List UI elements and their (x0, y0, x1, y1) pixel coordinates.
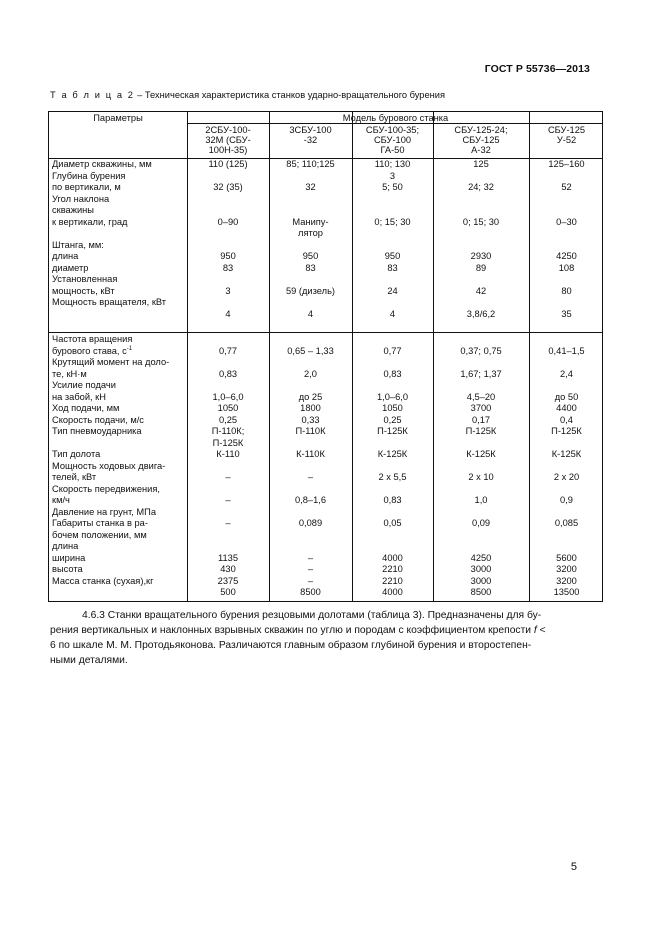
table-cell (529, 507, 604, 519)
table-cell (433, 380, 529, 392)
table-cell: 0; 15; 30 (374, 216, 411, 227)
table-cell: 83 (387, 262, 398, 273)
table-cell: 2 х 5,5 (378, 472, 407, 482)
table-cell: до 50 (554, 391, 579, 402)
unit-exponent: -1 (126, 345, 133, 352)
table-cell: – (307, 564, 314, 574)
table-cell (433, 205, 529, 217)
table-cell: 4 (307, 308, 314, 319)
table-cell (352, 530, 433, 542)
table-cell: мощность, кВт (52, 285, 115, 296)
table-cell: Усилие подачи (52, 380, 116, 390)
table-cell (269, 334, 352, 346)
table-cell: 0,77 (383, 345, 402, 356)
table-cell: Установленная (52, 274, 118, 284)
table-cell: 2 х 10 (468, 472, 494, 482)
table-cell (52, 438, 169, 450)
table-cell (269, 380, 352, 392)
table-cell: 5600 (556, 552, 577, 563)
table-cell: 4400 (556, 403, 577, 413)
table-cell (433, 297, 529, 309)
table-cell (529, 297, 604, 309)
table-cell: 0,83 (383, 368, 402, 379)
table-cell (187, 240, 269, 252)
table-cell (187, 228, 269, 240)
table-cell: 4,5–20 (466, 391, 496, 402)
table-cell (187, 320, 269, 332)
table-cell (352, 194, 433, 206)
table-cell: по вертикали, м (52, 182, 121, 192)
table-cell (187, 274, 269, 286)
table-cell (433, 171, 529, 183)
section2-col-5 (529, 334, 604, 599)
table-cell: 1050 (382, 403, 403, 413)
table-cell (352, 228, 433, 240)
table-cell (433, 320, 529, 332)
table-cell: диаметр (52, 262, 89, 273)
table-cell (433, 507, 529, 519)
table-cell: 3700 (470, 403, 492, 413)
table-cell (529, 461, 604, 473)
table-cell (529, 530, 604, 542)
table-cell (529, 334, 604, 346)
table-cell (269, 194, 352, 206)
table-cell (187, 461, 269, 473)
table-cell (352, 541, 433, 553)
table-cell (529, 228, 604, 240)
table-cell: 0,33 (301, 414, 320, 425)
table-cell: 1135 (218, 552, 238, 563)
table-cell (433, 541, 529, 553)
table-cell: Мощность ходовых двига- (52, 460, 166, 471)
table-cell: Мощность вращателя, кВт (52, 297, 167, 307)
table-cell: 35 (561, 308, 572, 319)
table-cell: П-110К; (211, 426, 245, 436)
table-cell: 0,4 (560, 414, 573, 425)
table-cell (352, 507, 433, 519)
table-caption-text: – Техническая характеристика станков ударно-вращательного бурения (134, 90, 446, 100)
table-cell: 500 (220, 587, 236, 597)
table-cell: 2930 (470, 251, 492, 261)
table-cell (529, 484, 604, 496)
table-cell: 430 (220, 564, 236, 574)
table-cell: Масса станка (сухая),кг (52, 575, 154, 586)
table-cell: 80 (561, 285, 572, 296)
table-cell (187, 194, 269, 206)
table-cell: те, кН·м (52, 368, 87, 379)
table-cell: 3200 (556, 575, 577, 586)
table-cell (269, 357, 352, 369)
table-cell: 0,17 (471, 414, 491, 425)
table-cell: Скорость подачи, м/с (52, 414, 144, 425)
table-cell: К-125К (466, 449, 496, 459)
table-cell: – (225, 495, 231, 505)
table-cell: 2375 (217, 575, 239, 586)
table-cell: 0,65 – 1,33 (287, 345, 334, 356)
section1-col-4 (433, 159, 529, 343)
table-cell (529, 380, 604, 392)
table-cell: – (225, 518, 231, 528)
table-cell: 0,37; 0,75 (460, 345, 502, 356)
table-cell (269, 320, 352, 332)
table-cell: 0,089 (298, 518, 323, 528)
table-cell (529, 240, 604, 252)
table-cell: 0,25 (218, 414, 238, 425)
table-cell: Манипу- (292, 216, 329, 227)
table-cell: П-110К (295, 426, 326, 436)
table-cell: 83 (222, 262, 234, 273)
table-cell: 24 (387, 285, 398, 296)
table-cell (433, 240, 529, 252)
table-cell: П-125К (465, 426, 497, 436)
table-cell: длина (52, 251, 79, 261)
page-number: 5 (570, 861, 577, 873)
table-cell: П-125К (377, 426, 408, 436)
table-cell: 3,8/6,2 (466, 308, 496, 319)
table-cell (352, 240, 433, 252)
table-cell: 1,0 (474, 495, 488, 505)
table-cell: 108 (558, 262, 575, 273)
table-cell: бочем положении, мм (52, 529, 147, 540)
table-cell: К-125К (551, 449, 582, 459)
table-cell: Тип долота (52, 449, 101, 459)
table-cell: Тип пневмоударника (52, 426, 142, 436)
table-cell: 2 х 20 (553, 472, 580, 482)
section1-col-2 (269, 159, 352, 343)
table-cell: 0,77 (218, 345, 238, 356)
table-cell: 110 (125) (208, 159, 248, 169)
table-cell: 4000 (382, 587, 403, 597)
table-cell: 13500 (553, 587, 580, 597)
table-cell (529, 171, 604, 183)
table-cell: 2,4 (560, 368, 573, 379)
table-cell (187, 357, 269, 369)
table-cell: бурового става, $с^{-1}$ (52, 345, 133, 356)
paragraph-line-1: 4.6.3 Станки вращательного бурения резцовыми долотами (таблица 3). Предназначены для бу- (82, 610, 542, 621)
table-cell: 950 (384, 251, 401, 261)
table-cell (352, 438, 433, 450)
table-cell: 3200 (556, 564, 577, 574)
table-cell: 0,8–1,6 (294, 495, 327, 505)
table-cell: 0,085 (554, 518, 579, 528)
table-cell (269, 205, 352, 217)
f-symbol: f (533, 625, 537, 636)
table-cell: 1800 (300, 403, 321, 413)
table-cell: лятор (298, 228, 323, 238)
model-header-5: СБУ-125 У-52 (547, 125, 586, 145)
param-header: Параметры (93, 113, 143, 123)
model-header-1: 2СБУ-100- 32М (СБУ- 100Н-35) (205, 125, 251, 155)
table-cell (352, 320, 433, 332)
spec-table (48, 111, 603, 602)
table-cell (52, 587, 169, 599)
table-cell (187, 297, 269, 309)
table-cell (187, 507, 269, 519)
table-cell: Глубина бурения (52, 170, 126, 181)
table-cell: 4 (389, 308, 396, 319)
table-cell: 4000 (382, 552, 403, 563)
table-cell: 83 (305, 262, 316, 273)
table-cell (352, 484, 433, 496)
table-cell: 950 (302, 251, 319, 261)
table-cell (269, 484, 352, 496)
table-cell (529, 274, 604, 286)
section1-params (52, 159, 166, 343)
table-cell: 950 (220, 251, 236, 261)
table-cell: 4 (225, 308, 231, 319)
paragraph-line-2: рения вертикальных и наклонных взрывных скважин по углю и породам с коэффициентом крепости f < (50, 625, 546, 636)
table-cell (187, 171, 269, 183)
table-cell (529, 438, 604, 450)
table-cell: км/ч (52, 495, 70, 505)
table-cell (529, 541, 604, 553)
paragraph-line-4: ными деталями. (50, 655, 128, 666)
table-cell (269, 274, 352, 286)
table-cell: 59 (дизель) (285, 285, 336, 296)
table-cell: К-110 (216, 449, 240, 459)
table-cell (269, 541, 352, 553)
table-cell: 0,05 (383, 518, 402, 528)
table-cell (187, 484, 269, 496)
table-cell (433, 334, 529, 346)
table-cell: 1,0–6,0 (376, 391, 409, 402)
table-cell (433, 228, 529, 240)
section2-col-2 (269, 334, 352, 599)
table-cell: Крутящий момент на доло- (52, 357, 170, 367)
table-cell: 0; 15; 30 (462, 216, 500, 227)
table-cell: 32 (305, 182, 316, 192)
table-cell (433, 484, 529, 496)
table-cell (52, 320, 166, 332)
table-cell: Габариты станка в ра- (52, 518, 148, 528)
table-cell: 125 (473, 159, 489, 169)
table-cell: 85; 110;125 (286, 159, 335, 169)
table-cell: Скорость передвижения, (52, 483, 160, 494)
table-cell: – (307, 472, 314, 482)
table-cell: ширина (52, 552, 86, 563)
table-cell (187, 541, 269, 553)
table-cell: – (225, 472, 231, 482)
table-cell: 52 (561, 182, 572, 192)
table-cell (352, 274, 433, 286)
table-cell: 0,9 (560, 495, 573, 505)
table-cell: 3 (225, 285, 231, 296)
model-header-3: СБУ-100-35; СБУ-100 ГА-50 (365, 125, 420, 155)
table-caption-label: Т а б л и ц а 2 (50, 90, 135, 100)
table-cell: 0,09 (471, 518, 491, 528)
table-cell: Давление на грунт, МПа (52, 506, 156, 517)
model-header-4: СБУ-125-24; СБУ-125 А-32 (454, 125, 508, 155)
table-cell (352, 461, 433, 473)
table-cell (269, 240, 352, 252)
section1-col-5 (529, 159, 604, 343)
table-cell (187, 530, 269, 542)
paragraph-line-3: 6 по шкале М. М. Протодьяконова. Различаются главным образом глубиной бурения и второстепен- (50, 640, 532, 651)
table-cell (269, 507, 352, 519)
table-cell (529, 205, 604, 217)
table-cell: К-110К (296, 449, 325, 459)
section2-params (52, 334, 169, 599)
table-cell: 8500 (470, 587, 492, 597)
table-cell: к вертикали, град (52, 216, 128, 227)
table-cell (433, 357, 529, 369)
table-cell (187, 380, 269, 392)
table-cell: 42 (475, 285, 487, 296)
table-cell: Штанга, мм: (52, 239, 104, 250)
table-cell: скважины (52, 205, 94, 215)
table-cell: К-125К (377, 449, 408, 459)
table-cell: 89 (475, 262, 487, 273)
section2-col-1 (187, 334, 269, 599)
table-cell: – (307, 552, 314, 563)
table-cell (52, 228, 166, 240)
table-cell: 32 (35) (213, 182, 243, 192)
gost-header: ГОСТ Р 55736—2013 (484, 63, 590, 75)
table-cell (52, 309, 166, 321)
table-cell (187, 205, 269, 217)
table-cell (433, 461, 529, 473)
model-group-header: Модель бурового станка (342, 113, 449, 123)
section1-col-3 (352, 159, 433, 343)
table-cell: 4250 (470, 552, 492, 563)
table-cell: 0,83 (218, 368, 238, 379)
table-cell: 3000 (470, 564, 492, 574)
table-cell: Частота вращения (52, 334, 133, 344)
table-cell (433, 194, 529, 206)
table-cell (433, 438, 529, 450)
table-cell: Ход подачи, мм (52, 403, 120, 413)
table-cell (187, 334, 269, 346)
table-cell (529, 357, 604, 369)
table-cell: 0,25 (383, 414, 402, 425)
table-cell: 24; 32 (468, 182, 494, 192)
table-cell (352, 297, 433, 309)
table-cell: 0–30 (556, 216, 577, 227)
table-cell: телей, кВт (52, 472, 97, 482)
section2-col-4 (433, 334, 529, 599)
table-cell: Угол наклона (52, 193, 110, 204)
table-cell: 0,83 (383, 495, 402, 505)
section1-col-1 (187, 159, 269, 343)
table-cell (433, 530, 529, 542)
table-cell (269, 171, 352, 183)
table-cell (269, 297, 352, 309)
table-cell: 0,41–1,5 (548, 345, 585, 356)
table-cell (269, 461, 352, 473)
table-cell: длина (52, 541, 79, 551)
table-cell: на забой, кН (52, 391, 106, 402)
table-cell: 1050 (217, 403, 239, 413)
section2-col-3 (352, 334, 433, 599)
table-cell: 1,67; 1,37 (460, 368, 502, 379)
table-cell (352, 357, 433, 369)
table-cell: 2210 (382, 564, 403, 574)
table-cell: 3000 (470, 575, 492, 586)
table-cell (352, 380, 433, 392)
table-cell: 3 (389, 170, 396, 181)
table-cell: П-125К (551, 426, 582, 436)
table-cell: П-125К (212, 437, 244, 448)
table-cell (269, 438, 352, 450)
table-cell (352, 334, 433, 346)
table-cell: 1,0–6,0 (212, 391, 244, 402)
table-cell: 0–90 (217, 216, 239, 227)
table-cell: 110; 130 (374, 159, 411, 169)
table-cell (352, 205, 433, 217)
table-cell (529, 320, 604, 332)
table-cell (433, 274, 529, 286)
table-caption (50, 90, 445, 100)
table-cell: 8500 (300, 587, 321, 597)
table-cell: высота (52, 564, 83, 574)
table-cell: 5; 50 (382, 182, 403, 192)
table-cell (269, 530, 352, 542)
table-cell: – (307, 575, 314, 586)
body-paragraph (50, 608, 603, 668)
table-cell (529, 194, 604, 206)
table-cell: 2210 (382, 575, 403, 586)
table-cell: до 25 (298, 391, 323, 402)
table-cell: Диаметр скважины, мм (52, 159, 152, 169)
table-cell: 4250 (556, 251, 577, 261)
model-header-2: 3СБУ-100 -32 (289, 125, 332, 145)
table-cell: 125–160 (548, 159, 585, 169)
table-cell: 2,0 (304, 368, 317, 379)
table-divider (187, 123, 602, 124)
